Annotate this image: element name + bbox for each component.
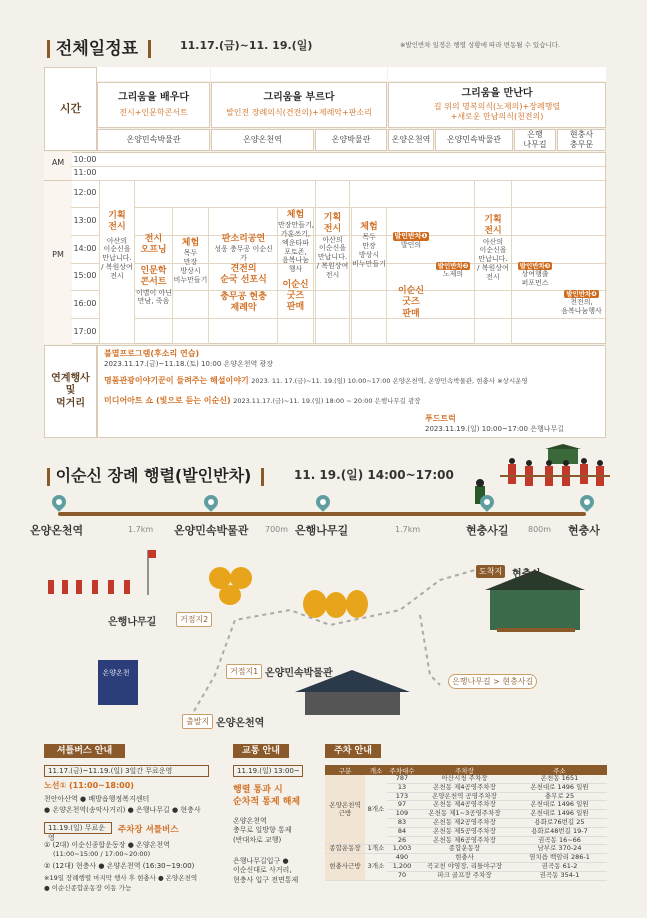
ginkgo-tree-icon [325, 592, 347, 618]
day1-theme-cell [97, 82, 210, 128]
lot-cell: 온천동 제4공영주차장 [417, 801, 512, 810]
day3-place3: 은행 나무길 [514, 129, 556, 151]
side-row-4 [425, 413, 564, 434]
address-cell: 온천대로 1496 일원 [512, 801, 607, 810]
time-1100: 11:00 [73, 168, 97, 177]
event-desc: 아산의 이순신을 만납니다. / 복원상여 전시 [477, 237, 509, 281]
col-header: 구분 [325, 765, 365, 775]
event-title: 기획 전시 [323, 213, 342, 235]
side-desc: 2023.11.17.(금)~11. 19.(일) 18:00 ~ 20:00 은행나무길 광장 [233, 397, 421, 405]
side-title: 불멸프로그램(후소리 연습) [104, 349, 200, 358]
am-pm-divider [44, 180, 72, 181]
side-desc: 2023. 11. 17.(금)~11. 19.(일) 10:00~17:00 온양온천역, 온양민속박물관, 현충사 ※상시운영 [251, 377, 528, 385]
lot-cell: 현충사 [417, 854, 512, 863]
day3-theme: 그리움을 만난다 [461, 87, 533, 99]
count-cell: 3개소 [365, 854, 387, 880]
am-label: AM [51, 158, 65, 167]
address-cell: 용화로76번길 25 [512, 818, 607, 827]
start-tag: 출발지 [182, 714, 213, 729]
side-row-1 [104, 348, 273, 369]
time-1400: 14:00 [73, 244, 97, 253]
route-map-illustration [0, 540, 647, 740]
bus-route1-time: (11:00~15:00 / 17:00~20:00) [53, 850, 151, 858]
event-title: 기획 전시 [484, 215, 502, 237]
stop-2: 온양민속박물관 [174, 524, 249, 537]
stop-3: 은행나무길 [295, 524, 349, 537]
event-d1-concert [136, 266, 171, 316]
end-name: 현충사 [512, 569, 541, 580]
parking-table [325, 765, 607, 881]
side-desc: 2023.11.17.(금)~11.18.(토) 10:00 온양온천역 광장 [104, 360, 274, 368]
day3-place2: 온양민속박물관 [435, 129, 513, 151]
side-title: 미디어아트 쇼 (빛으로 듣는 이순신) [104, 396, 231, 405]
event-desc: 아산의 이순신을 만납니다. / 복원상여 전시 [101, 236, 133, 280]
distance-4: 800m [528, 525, 552, 534]
day2-theme: 그리움을 부르다 [263, 91, 335, 103]
event-desc: 목두 만장 방상시 비누만들기 [173, 249, 208, 284]
event-d3-exhibit [474, 180, 512, 344]
spaces-cell: 26 [387, 836, 417, 845]
route-line [58, 512, 586, 516]
traffic-headline: 행렬 통과 시 순차적 통제 해제 [233, 785, 301, 808]
event-title: 판소리공연 [221, 234, 266, 244]
via2-name: 은행나무길 [108, 617, 157, 628]
time-1200: 12:00 [73, 188, 97, 197]
event-desc: 목두 만장 방상시 비누만들기 [352, 233, 386, 268]
event-title: 견전의 순국 선포식 [220, 264, 267, 286]
day2-place2: 온양박물관 [315, 129, 387, 151]
stop-pin-icon [313, 492, 333, 512]
title-bar [261, 468, 264, 486]
procession-heading [47, 463, 264, 486]
station-sign: 온양온천 [102, 669, 130, 677]
address-cell: 남부로 370-24 [512, 845, 607, 854]
count-cell: 8개소 [365, 775, 387, 845]
time-1500: 15:00 [73, 271, 97, 280]
via1-name: 온양민속박물관 [265, 668, 333, 679]
event-desc: 만장만들기, 가훈쓰기, 엑운타파 포토존, 음복나눔 행사 [278, 221, 315, 273]
event-title: 전시 오프닝 [140, 234, 167, 256]
day3-sub1: 길 위의 명복의식(노제의)+장례행렬 [433, 102, 561, 112]
address-cell: 온천대로 1496 일원 [512, 810, 607, 819]
group-cell: 종합운동장 [325, 845, 365, 854]
address-cell: 권곡동 354-1 [512, 871, 607, 880]
time-header: 시간 [44, 67, 97, 151]
event-title: 발인반차❶ [394, 232, 428, 240]
bus-route3: ※19일 장례행렬 마지막 행사 후 현충사 ● 온양온천역 [44, 874, 198, 882]
side-row-2 [104, 375, 528, 386]
event-desc: 천전의, 음복나눔행사 [561, 298, 602, 315]
spaces-cell: 490 [387, 854, 417, 863]
ginkgo-tree-icon [346, 590, 368, 618]
event-d1-experience [172, 207, 209, 344]
bus-period: 11.17.(금)~11.19.(일) 3일간 무료운영 [44, 765, 209, 777]
spaces-cell: 70 [387, 871, 417, 880]
spaces-cell: 83 [387, 818, 417, 827]
lot-cell: 온양온천역 공영주차장 [417, 792, 512, 801]
schedule-note: ※발인반차 일정은 행렬 상황에 따라 변동될 수 있습니다. [400, 41, 561, 49]
col-header: 개소 [365, 765, 387, 775]
event-d2-gyeonjeon [211, 264, 276, 290]
lot-cell: 온천동 제1~3공영주차장 [417, 810, 512, 819]
event-title: 체험 [360, 222, 378, 232]
procession-time: 11. 19.(일) 14:00~17:00 [294, 468, 454, 482]
event-desc: 상여행출 퍼포먼스 [521, 270, 549, 287]
event-d3-goods [389, 286, 433, 326]
day3-theme-cell [388, 82, 606, 128]
event-desc: 아산의 이순신을 만납니다. / 복원상여 전시 [316, 235, 349, 279]
day2-theme-cell [211, 82, 387, 128]
col-header: 주소 [512, 765, 607, 775]
event-desc: 이별이 아닌 만남, 죽음 [136, 288, 173, 306]
traffic-title: 교통 안내 [233, 744, 289, 758]
spaces-cell: 13 [387, 783, 417, 792]
stop-5: 현충사 [568, 524, 600, 537]
event-title: 발인반차❹ [566, 290, 597, 298]
bus-day-label-text: 주차장 셔틀버스 [118, 825, 179, 835]
via2-tag: 거점지2 [176, 612, 212, 627]
time-1700: 17:00 [73, 327, 97, 336]
lot-cell: 온천동 제2공영주차장 [417, 818, 512, 827]
spaces-cell: 1,003 [387, 845, 417, 854]
event-d2-jerye [211, 292, 276, 318]
bus-line1-route: 천안아산역 ● 배방읍행정복지센터 [44, 795, 150, 803]
group-cell: 현충사근방 [325, 854, 365, 880]
side-title: 명품관광이야기꾼이 들려주는 해설이야기 [104, 376, 249, 385]
col-header: 주차대수 [387, 765, 417, 775]
stop-pin-icon [201, 492, 221, 512]
event-title: 체험 [181, 238, 200, 248]
address-cell: 온천동 1651 [512, 775, 607, 783]
procession-figures-illustration [500, 444, 610, 499]
stop-4: 현충사길 [466, 524, 509, 537]
bus-line1-route2: ● 온양온천역(송악사거리) ● 은행나무길 ● 현충사 [44, 806, 201, 814]
day2-date: 11/18[토] [211, 67, 387, 81]
spaces-cell: 173 [387, 792, 417, 801]
address-cell: 권곡동 16~66 [512, 836, 607, 845]
address-cell: 권곡동 61-2 [512, 862, 607, 871]
event-d3-balin2 [434, 262, 472, 292]
address-cell: 염치읍 백암리 286-1 [512, 854, 607, 863]
bus-title: 셔틀버스 안내 [44, 744, 125, 758]
spaces-cell: 787 [387, 775, 417, 783]
day3-sub2: +새로운 만남의식(천전의) [450, 112, 544, 122]
day2-sub: 발인전 장례의식(견전의)+제례악+판소리 [226, 108, 372, 118]
bus-line1 [44, 780, 134, 791]
address-cell: 용화로48번길 19-7 [512, 827, 607, 836]
lot-cell: 아산시청 주차장 [417, 775, 512, 783]
lot-cell: 곡교천 야영장, 리틀야구장 [417, 862, 512, 871]
lot-cell: 파크 골프장 주차장 [417, 871, 512, 880]
schedule-heading [47, 34, 151, 59]
ginkgo-tree-icon [219, 585, 241, 605]
group-cell: 온양온천역 근방 [325, 775, 365, 845]
time-1600: 16:00 [73, 299, 97, 308]
traffic-date: 11.19.(일) 13:00~ [233, 765, 303, 777]
title-bar [148, 40, 151, 58]
count-cell: 1개소 [365, 845, 387, 854]
event-desc: 발인의 [400, 240, 422, 249]
day1-place: 온양민속박물관 [97, 129, 210, 151]
traffic-item1: 온양온천역 충무로 일방향 통제 (반대차로 교행) [233, 817, 292, 844]
bus-route4: ● 이순신종합운동장 이동 가능 [44, 884, 132, 892]
address-cell: 온천대로 1496 일원 [512, 783, 607, 792]
day3-place4: 현충사 충무문 [557, 129, 606, 151]
time-1300: 13:00 [73, 216, 97, 225]
event-title: 이순신 굿즈 판매 [397, 286, 425, 319]
distance-3: 1.7km [395, 525, 421, 534]
event-d2-exhibit [315, 180, 350, 344]
spaces-cell: 109 [387, 810, 417, 819]
spaces-cell: 1,200 [387, 862, 417, 871]
schedule-dates: 11.17.(금)~11. 19.(일) [180, 39, 313, 52]
title-bar [47, 40, 50, 58]
grid-line [71, 166, 607, 167]
event-d1-opening [136, 232, 171, 264]
procession-title: 이순신 장례 행렬(발인반차) [55, 466, 252, 485]
event-goods: 이순신 굿즈 판매 [282, 279, 309, 313]
event-title: 충무공 현충 제례악 [220, 292, 267, 314]
bus-day: 11.19.(일) 무료운영 [44, 822, 112, 834]
event-title: 체험 [286, 210, 305, 220]
side-desc: 2023.11.19.(일) 10:00~17:00 은행나무길 [425, 425, 564, 433]
stop-pin-icon [49, 492, 69, 512]
event-d2-experience [277, 207, 314, 344]
event-d3-balin1 [389, 232, 433, 262]
event-d2-experience2 [351, 207, 387, 344]
parking-title: 주차 안내 [325, 744, 381, 758]
event-d3-balin3 [513, 262, 557, 292]
bus-day-label [118, 823, 178, 835]
day1-sub: 전시+인문학콘서트 [119, 108, 188, 118]
via1-tag: 거점지1 [226, 664, 262, 679]
event-title: 발인반차❸ [519, 262, 551, 270]
schedule-title: 전체일정표 [55, 39, 139, 59]
day3-place1: 온양온천역 [388, 129, 434, 151]
day1-date: 11/17[금] [97, 67, 210, 81]
ginkgo-tree-icon [303, 590, 327, 618]
bus-route2: ② (12대) 현충사 ● 온양온천역 (16:30~19:00) [44, 862, 195, 870]
lot-cell: 온천동 제4공영주차장 [417, 783, 512, 792]
day1-theme: 그리움을 배우다 [117, 91, 190, 103]
side-row-3 [104, 395, 421, 406]
end-tag: 도착지 [476, 565, 505, 578]
start-name: 온양온천역 [216, 718, 265, 729]
distance-2: 700m [265, 525, 289, 534]
route-label: 은행나무길 > 현충사길 [448, 674, 537, 689]
title-bar [47, 468, 50, 486]
address-cell: 충무로 25 [512, 792, 607, 801]
col-header: 주차장 [417, 765, 512, 775]
bus-route1: ① (2대) 이순신종합운동장 ● 온양온천역 [44, 841, 170, 849]
event-d1-exhibit [99, 180, 135, 344]
side-label: 연계행사 및 먹거리 [44, 345, 97, 438]
spaces-cell: 84 [387, 827, 417, 836]
spaces-cell: 97 [387, 801, 417, 810]
event-d2-pansori [211, 234, 276, 260]
stop-1: 온양온천역 [30, 524, 84, 537]
bus-line1-label: 노선① (11:00~18:00) [44, 781, 134, 790]
lot-cell: 종합운동장 [417, 845, 512, 854]
event-d3-balin4 [557, 290, 606, 320]
distance-1: 1.7km [128, 525, 154, 534]
side-title: 푸드트럭 [425, 414, 456, 423]
event-desc: 노제의 [442, 270, 464, 279]
day2-place1: 온양온천역 [211, 129, 314, 151]
lot-cell: 온천동 제5공영주차장 [417, 827, 512, 836]
event-title: 인문학 콘서트 [140, 266, 167, 288]
pm-label: PM [52, 250, 64, 259]
event-title: 기획 전시 [108, 211, 126, 233]
lot-cell: 온천동 제6공영주차장 [417, 836, 512, 845]
traffic-item2: 은행나무길입구 ● 이순신대로 사거리, 현충사 입구 전면통제 [233, 857, 299, 884]
event-desc: 성웅 충무공 이순신가 [214, 245, 273, 262]
day3-date: 11/19[일] [388, 67, 606, 81]
time-1000: 10:00 [73, 155, 97, 164]
event-title: 발인반차❷ [437, 262, 469, 270]
